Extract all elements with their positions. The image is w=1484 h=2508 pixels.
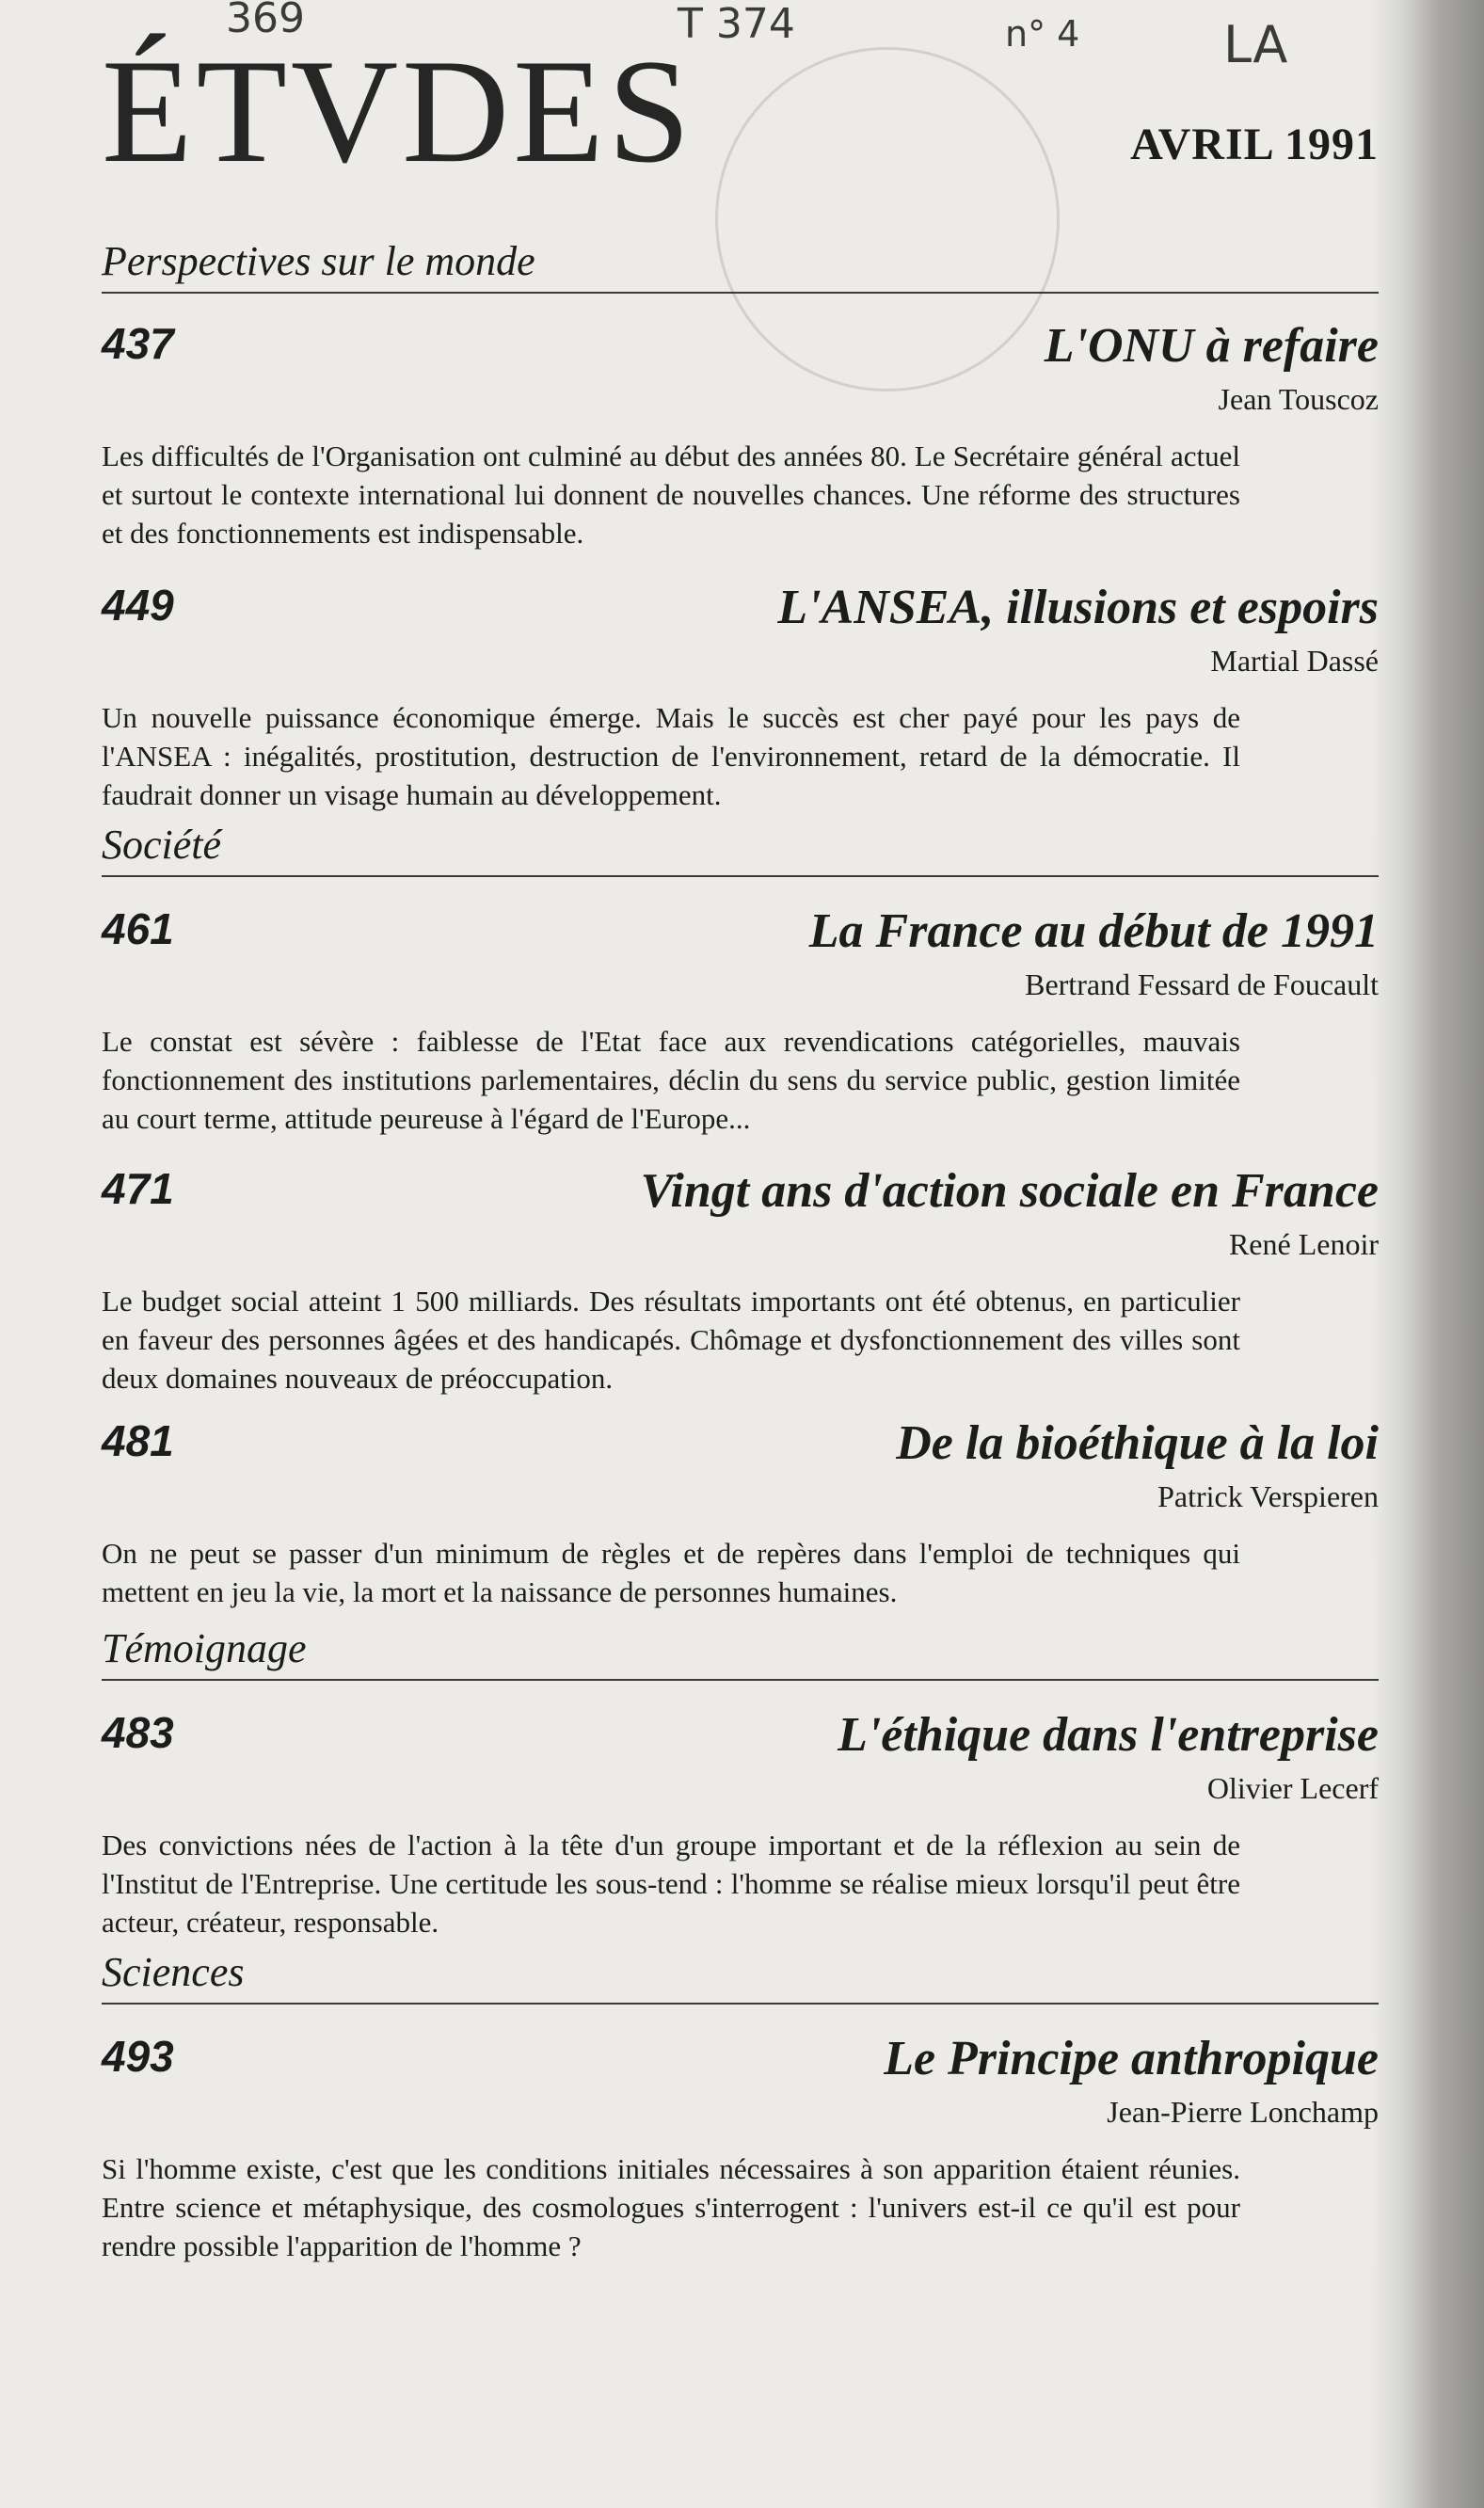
article-summary: Le budget social atteint 1 500 milliards. Des résultats importants ont été obtenus, en particulier en faveur des personnes âgées et des handicapés. Chômage et dysfonctionnement des villes sont deux domaines nouveaux de préoccupation. bbox=[102, 1285, 1240, 1395]
article-page-number: 449 bbox=[102, 581, 174, 630]
article-entry bbox=[102, 580, 1379, 814]
article-entry bbox=[102, 318, 1379, 552]
article-title: L'éthique dans l'entreprise bbox=[838, 1708, 1379, 1762]
article-page-number: 481 bbox=[102, 1416, 174, 1465]
issue-date: AVRIL 1991 bbox=[1130, 120, 1379, 169]
article-page-number: 483 bbox=[102, 1708, 174, 1757]
section-title: Perspectives sur le monde bbox=[102, 238, 535, 284]
article-author: Jean-Pierre Lonchamp bbox=[1107, 2095, 1379, 2129]
article-author: Bertrand Fessard de Foucault bbox=[1025, 967, 1379, 1001]
article-author: Olivier Lecerf bbox=[1206, 1771, 1379, 1805]
section-rule bbox=[102, 292, 1379, 294]
section-heading bbox=[102, 1625, 1379, 1681]
article-summary: Les difficultés de l'Organisation ont culminé au début des années 80. Le Secrétaire général actuel et surtout le contexte international lui donnent de nouvelles chances. Une réforme des structures et des fonctionnements est indispensable. bbox=[102, 439, 1240, 550]
article-title: L'ONU à refaire bbox=[1044, 319, 1379, 373]
article-author: Martial Dassé bbox=[1210, 644, 1379, 678]
handwritten-number: 369 bbox=[226, 0, 305, 42]
article-title: La France au début de 1991 bbox=[808, 904, 1379, 958]
article-entry bbox=[102, 1163, 1379, 1398]
section-heading bbox=[102, 238, 1379, 294]
journal-title: ÉTVDES bbox=[102, 29, 694, 194]
article-author: René Lenoir bbox=[1228, 1227, 1379, 1261]
handwritten-issue-number: n° 4 bbox=[1005, 13, 1080, 55]
article-title: Le Principe anthropique bbox=[884, 2032, 1379, 2085]
article-page-number: 461 bbox=[102, 904, 174, 953]
article-entry bbox=[102, 903, 1379, 1138]
article-entry bbox=[102, 1415, 1379, 1611]
section-title: Sciences bbox=[102, 1949, 245, 1995]
article-entry bbox=[102, 1707, 1379, 1941]
section-heading bbox=[102, 824, 1379, 877]
section-rule bbox=[102, 1679, 1379, 1681]
article-page-number: 471 bbox=[102, 1164, 174, 1213]
page-edge-shadow bbox=[1371, 0, 1484, 2508]
article-page-number: 493 bbox=[102, 2032, 174, 2081]
handwritten-catalog-code: T 374 bbox=[678, 0, 795, 48]
handwritten-initials: LA bbox=[1223, 15, 1288, 74]
section-heading bbox=[102, 1949, 1379, 2005]
section-title: Témoignage bbox=[102, 1625, 307, 1671]
article-page-number: 437 bbox=[102, 319, 174, 368]
section-title: Société bbox=[102, 822, 222, 868]
article-summary: Des convictions nées de l'action à la tête d'un groupe important et de la réflexion au sein de l'Institut de l'Entreprise. Une certitude les sous-tend : l'homme se réalise mieux lorsqu'il peut être acteur, créateur, responsable. bbox=[102, 1829, 1240, 1939]
article-title: Vingt ans d'action sociale en France bbox=[640, 1164, 1379, 1218]
article-summary: Un nouvelle puissance économique émerge. Mais le succès est cher payé pour les pays de l'ANSEA : inégalités, prostitution, destruction de l'environnement, retard de la démocratie. Il faudrait donner un visage humain au développement. bbox=[102, 701, 1240, 811]
section-rule bbox=[102, 875, 1379, 877]
article-summary: Le constat est sévère : faiblesse de l'Etat face aux revendications catégorielles, mauvais fonctionnement des institutions parlementaires, déclin du sens du service public, gestion limitée au court terme, attitude peureuse à l'égard de l'Europe... bbox=[102, 1025, 1240, 1135]
article-title: L'ANSEA, illusions et espoirs bbox=[777, 581, 1379, 634]
section-rule bbox=[102, 2003, 1379, 2005]
article-author: Patrick Verspieren bbox=[1157, 1479, 1379, 1513]
article-entry bbox=[102, 2031, 1379, 2265]
article-summary: Si l'homme existe, c'est que les conditions initiales nécessaires à son apparition étaient réunies. Entre science et métaphysique, des cosmologues s'interrogent : l'univers est-il ce qu'il est pour rendre possible l'apparition de l'homme ? bbox=[102, 2152, 1240, 2262]
article-summary: On ne peut se passer d'un minimum de règles et de repères dans l'emploi de techniques qui mettent en jeu la vie, la mort et la naissance de personnes humaines. bbox=[102, 1537, 1240, 1608]
article-title: De la bioéthique à la loi bbox=[896, 1416, 1379, 1470]
article-author: Jean Touscoz bbox=[1218, 382, 1379, 416]
